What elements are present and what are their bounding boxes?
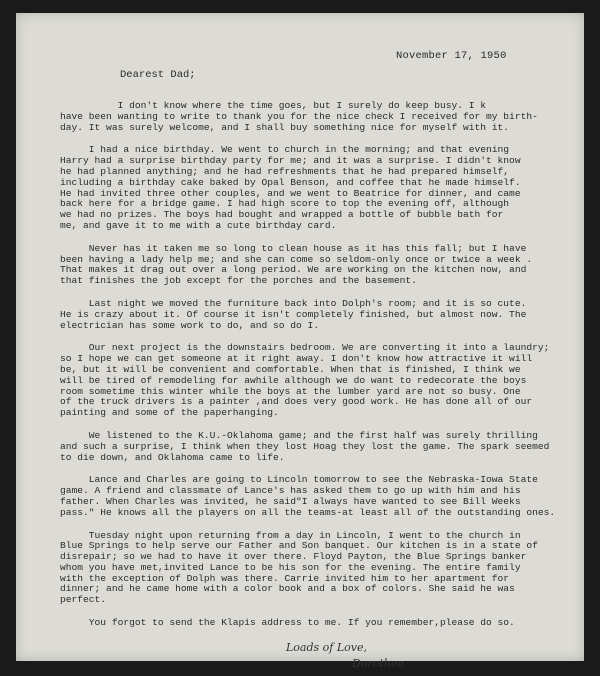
text-line: Our next project is the downstairs bedroom. We are converting it into a laundry; [60,342,550,354]
text-line: perfect. [60,594,107,606]
signature: Dorothea [352,657,404,670]
text-line: game. A friend and classmate of Lance's has asked them to go up with him and his [60,485,521,497]
text-line: father. When Charles was invited, he said"I always have wanted to see Bill Weeks [60,495,521,507]
text-line: will be tired of remodeling for awhile although we do want to redecorate the boys [60,374,527,386]
text-line: Lance and Charles are going to Lincoln tomorrow to see the Nebraska-Iowa State [60,474,538,486]
paragraph [60,145,560,231]
letter-page [16,13,584,670]
text-line: to die down, and Oklahoma came to life. [60,451,285,463]
text-line: that finishes the job except for the porches and the basement. [60,275,417,287]
text-line: You forgot to send the Klapis address to me. If you remember,please do so. [60,617,515,629]
text-line: with the exception of Dolph was there. Carrie invited him to her apartment for [60,572,510,584]
salutation: Dearest Dad; [120,69,196,81]
text-line: he had planned anything; and he had refreshments that he had prepared himself, [60,165,510,177]
text-line: He is crazy about it. Of course it isn't completely finished, but almost now. The [60,308,527,320]
paragraph [60,244,560,287]
text-line: me, and gave it to me with a cute birthday card. [60,219,337,231]
text-line: have been wanting to write to thank you for the nice check I received for my birth- [60,110,538,122]
paragraph [60,101,560,133]
text-line: That makes it drag out over a long period. We are working on the kitchen now, and [60,264,527,276]
text-line: and such a surprise, I think when they lost Hoag they lost the game. The spark seemed [60,440,550,452]
text-line: pass." He knows all the players on all the teams-at least all of the outstanding ones. [60,506,556,518]
letter-body [60,101,560,641]
text-line: be, but it will be convenient and comfortable. When that is finished, I think we [60,363,521,375]
text-line: I don't know where the time goes, but I surely do keep busy. I k [60,100,487,111]
text-line: electrician has some work to do, and so do I. [60,319,320,331]
text-line: Harry had a surprise birthday party for me; and it was a surprise. I didn't know [60,155,521,167]
text-line: of the truck drivers is a painter ,and does very good work. He has done all of our [60,396,533,408]
text-line: Blue Springs to help serve our Father and Son banquet. Our kitchen is in a state of [60,540,538,552]
text-line: been having a lady help me; and she can come so seldom-only once or twice a week . [60,253,533,265]
text-line: Last night we moved the furniture back into Dolph's room; and it is so cute. [60,297,527,309]
text-line: room sometime this winter while the boys at the lumber yard are not so busy. One [60,385,521,397]
letter-date: November 17, 1950 [396,50,507,62]
text-line: dinner; and he came home with a color book and a box of colors. She said he was [60,583,515,595]
text-line: I had a nice birthday. We went to church in the morning; and that evening [60,144,510,156]
paragraph [60,343,560,419]
text-line: we had no prizes. The boys had bought and wrapped a bottle of bubble bath for [60,209,504,221]
text-line: Tuesday night upon returning from a day in Lincoln, I went to the church in [60,529,521,541]
paragraph [60,618,560,629]
text-line: He had invited three other couples, and we went to Beatrice for dinner, and came [60,187,521,199]
text-line: disrepair; so we had to have it over there. Floyd Payton, the Blue Springs banker [60,551,527,563]
text-line: back here for a bridge game. I had high score to top the evening off, although [60,198,510,210]
paragraph [60,431,560,463]
paragraph [60,299,560,331]
closing: Loads of Love, [286,641,368,654]
text-line: whom you have met,invited Lance to be his son for the evening. The entire family [60,561,521,573]
text-line: painting and some of the paperhanging. [60,407,279,419]
text-line: We listened to the K.U.-Oklahoma game; and the first half was surely thrilling [60,429,538,441]
text-line: Never has it taken me so long to clean house as it has this fall; but I have [60,242,527,254]
text-line: so I hope we can get someone at it right away. I don't know how attractive it will [60,353,533,365]
paragraph [60,475,560,518]
text-line: including a birthday cake baked by Opal Benson, and coffee that he made himself. [60,176,521,188]
paragraph [60,531,560,607]
text-line: day. It was surely welcome, and I shall buy something nice for myself with it. [60,121,510,133]
